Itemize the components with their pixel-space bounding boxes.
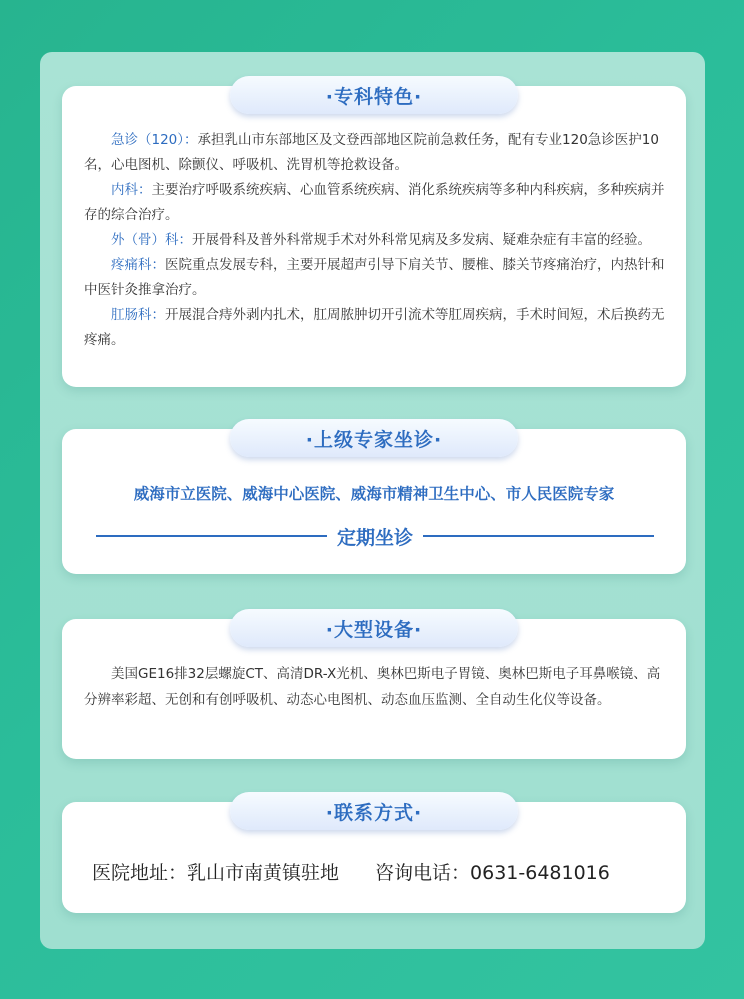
specialties-title: ·专科特色· [325,85,423,108]
consult-phone: 咨询电话：0631-6481016 [375,862,610,884]
experts-card [62,429,686,574]
contact-title-tab [230,792,518,830]
specialty-item-internal [84,178,668,228]
specialty-description: 开展混合痔外剥内扎术，肛周脓肿切开引流术等肛周疾病，手术时间短，术后换药无疼痛。 [84,307,665,348]
specialty-dept-label: 外（骨）科： [111,232,192,248]
specialties-title-tab [230,76,518,114]
specialty-dept-label: 急诊（120）： [111,132,198,148]
hospital-address: 医院地址：乳山市南黄镇驻地 [92,862,340,884]
specialty-dept-label: 疼痛科： [111,257,165,273]
equipment-title-tab [230,609,518,647]
divider-right [423,535,654,537]
specialty-dept-label: 内科： [111,182,152,198]
specialty-description: 开展骨科及普外科常规手术对外科常见病及多发病、疑难杂症有丰富的经验。 [192,232,651,248]
specialty-description: 承担乳山市东部地区及文登西部地区院前急救任务，配有专业120急诊医护10名，心电图机、除颤仪、呼吸机、洗胃机等抢救设备。 [84,132,659,173]
expert-hospitals: 威海市立医院、威海中心医院、威海市精神卫生中心、市人民医院专家 [133,485,615,503]
specialty-dept-label: 肛肠科： [111,307,165,323]
specialty-item-surgery [84,228,668,253]
experts-title-tab [230,419,518,457]
specialty-item-anorectal [84,303,668,353]
contact-card [62,802,686,913]
contact-title: ·联系方式· [325,801,423,824]
specialty-description: 医院重点发展专科，主要开展超声引导下肩关节、腰椎、膝关节疼痛治疗，内热针和中医针灸推拿治疗。 [84,257,665,298]
divider-left [96,535,327,537]
schedule-label: 定期坐诊 [337,526,414,549]
specialties-list [84,128,668,353]
contact-info [92,858,662,885]
experts-title: ·上级专家坐诊· [305,428,443,451]
equipment-card [62,619,686,759]
specialties-card [62,86,686,387]
equipment-title: ·大型设备· [325,618,423,641]
specialty-description: 主要治疗呼吸系统疾病、心血管系统疾病、消化系统疾病等多种内科疾病，多种疾病并存的综合治疗。 [84,182,665,223]
specialty-item-pain [84,253,668,303]
equipment-description: 美国GE16排32层螺旋CT、高清DR-X光机、奥林巴斯电子胃镜、奥林巴斯电子耳鼻喉镜、高分辨率彩超、无创和有创呼吸机、动态心电图机、动态血压监测、全自动生化仪等设备。 [84,666,661,708]
schedule-row [96,521,654,551]
specialty-item-emergency [84,128,668,178]
